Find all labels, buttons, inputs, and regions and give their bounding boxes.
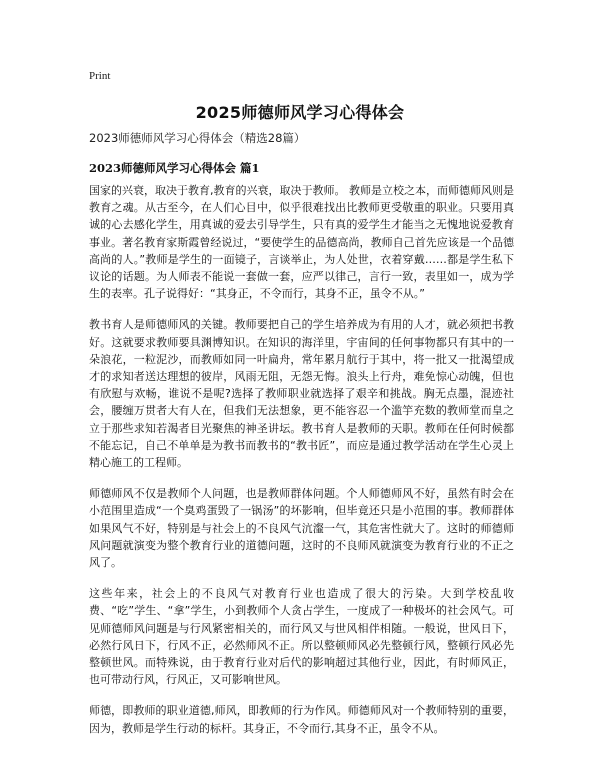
paragraph: 师德师风不仅是教师个人问题，也是教师群体问题。个人师德师风不好，虽然有时会在小范围里造成“一个臭鸡蛋毁了一锅汤”的坏影响，但毕竟还只是小范围的事。教师群体如果风气不好，特别是与社会上的不良风气沆瀣一气，其危害性就大了。这时的师德师风问题就演变为整个教育行业的道德问题，这时的不良师风就演变为教育行业的不正之风了。 [89, 487, 514, 570]
page-title: 2025师德师风学习心得体会 [195, 103, 405, 122]
paragraph: 国家的兴衰，取决于教育,教育的兴衰，取决于教师。 教师是立校之本，而师德师风则是教育之魂。从古至今，在人们心目中，似乎很难找出比教师更受敬重的职业。只要用真诚的心去感化学生，用真诚的爱去引导学生，只有真的爱学生才能当之无愧地说爱教育事业。著名教育家斯霞曾经说过，“要使学生的品德高尚，教师自己首先应该是一个品德高尚的人。”教师是学生的一面镜子，言谈举止，为人处世，衣着穿戴……都是学生私下议论的话题。为人师表不能说一套做一套，应严以律己，言行一致，表里如一，成为学生的表率。孔子说得好：“其身正，不令而行，其身不正，虽令不从。” [89, 184, 514, 301]
section-heading: 2023师德师风学习心得体会 篇1 [89, 161, 260, 175]
document-subtitle: 2023师德师风学习心得体会（精选28篇） [89, 131, 306, 145]
paragraph: 教书育人是师德师风的关键。教师要把自己的学生培养成为有用的人才，就必须把书教好。这就要求教师要具渊博知识。在知识的海洋里，宇宙间的任何事物都只有其中的一朵浪花，一粒泥沙，而教师如同一叶扁舟，常年累月航行于其中，将一批又一批渴望成才的求知者送达理想的彼岸，风雨无阻，无怨无悔。浪头上行舟，难免惊心动魄，但也有欣慰与欢畅，谁说不是呢?选择了教师职业就选择了艰辛和挑战。胸无点墨，混迹社会，腰缠万贯者大有人在，但我们无法想象，更不能容忍一个滥竽充数的教师堂而皇之立于那些求知若渴者目光聚焦的神圣讲坛。教书育人是教师的天职。教师在任何时候都不能忘记，自己不单单是为教书而教书的“教书匠”，而应是通过教学活动在学生心灵上精心施工的工程师。 [89, 318, 514, 470]
paragraph: 这些年来，社会上的不良风气对教育行业也造成了很大的污染。大到学校乱收费、“吃”学生、“拿”学生，小到教师个人贪占学生，一度成了一种极坏的社会风气。可见师德师风问题是与行风紧密相关的，而行风又与世风相伴相随。一般说，世风日下，必然行风日下，行风不正，必然师风不正。所以整顿师风必先整顿行风，整顿行风必先整顿世风。而特殊说，由于教育行业对后代的影响超过其他行业，因此，有时师风正，也可带动行风，行风正，又可影响世风。 [89, 587, 514, 687]
print-label: Print [89, 70, 111, 82]
article-body [89, 182, 514, 751]
paragraph: 师德，即教师的职业道德,师风，即教师的行为作风。师德师风对一个教师特别的重要，因为，教师是学生行动的标杆。其身正，不令而行,其身不正，虽令不从。 [89, 704, 514, 735]
